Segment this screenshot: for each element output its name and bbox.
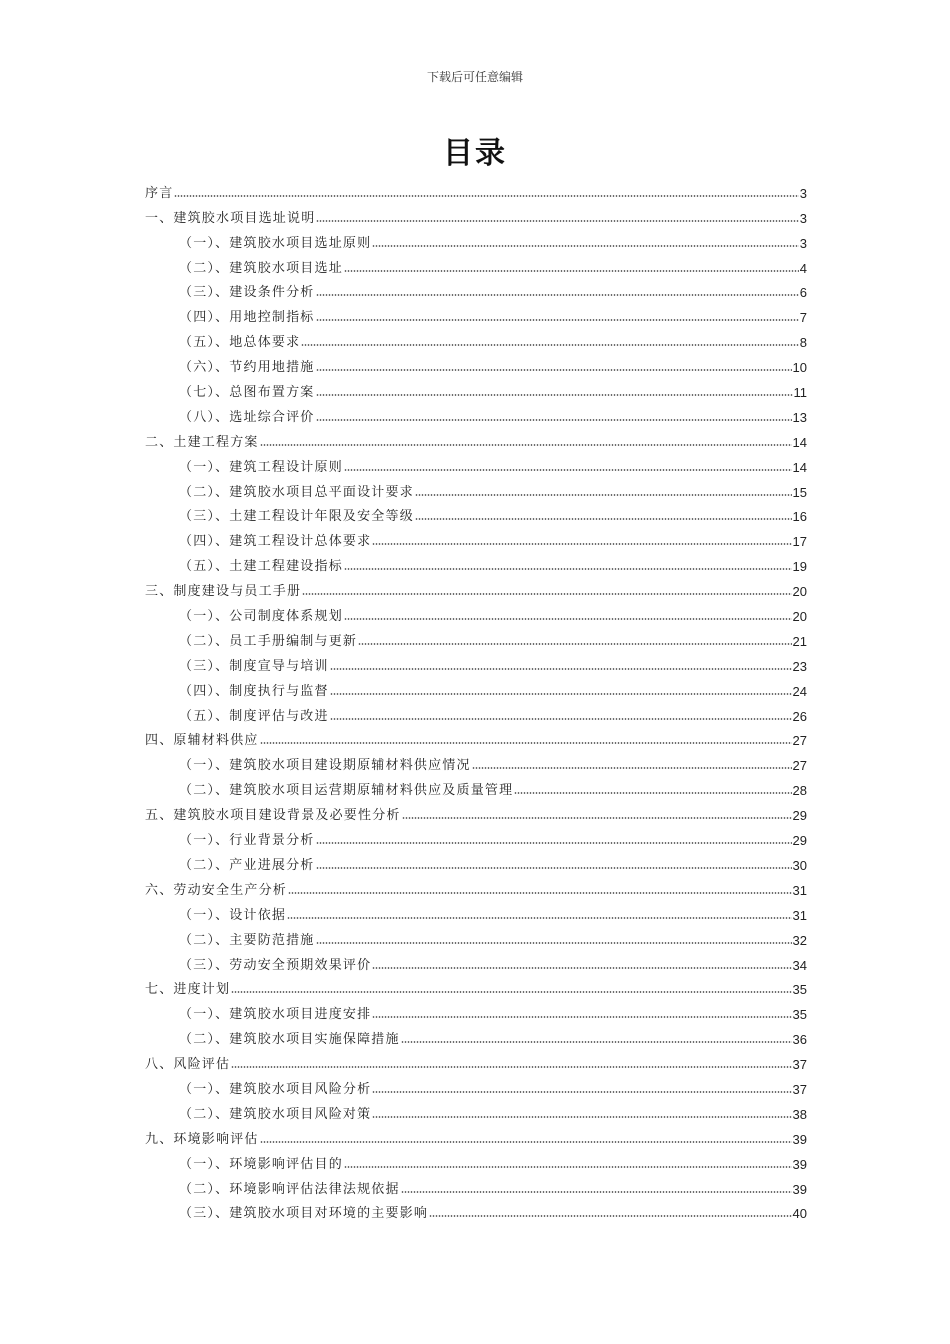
toc-dot-leader	[372, 1091, 791, 1093]
toc-entry-section[interactable]	[145, 325, 807, 350]
toc-dot-leader	[288, 892, 792, 894]
toc-entry-page-number: 4	[799, 260, 807, 276]
toc-entry-section[interactable]	[145, 300, 807, 325]
toc-dot-leader	[472, 767, 792, 769]
toc-entry-label: 一、建筑胶水项目选址说明	[145, 210, 316, 226]
toc-entry-chapter[interactable]	[145, 798, 807, 823]
toc-entry-chapter[interactable]	[145, 1047, 807, 1072]
toc-entry-section[interactable]	[145, 948, 807, 973]
toc-entry-page-number: 27	[792, 758, 807, 774]
toc-entry-page-number: 31	[792, 907, 807, 923]
toc-entry-section[interactable]	[145, 773, 807, 798]
toc-dot-leader	[429, 1215, 791, 1217]
toc-entry-page-number: 3	[799, 210, 807, 226]
toc-dot-leader	[401, 1041, 792, 1043]
toc-entry-label: 三、制度建设与员工手册	[145, 584, 302, 600]
toc-dot-leader	[372, 1016, 791, 1018]
toc-entry-section[interactable]	[145, 549, 807, 574]
toc-dot-leader	[260, 742, 792, 744]
toc-entry-label: （二）、建筑胶水项目风险对策	[179, 1106, 372, 1122]
page-title: 目录	[443, 136, 507, 171]
toc-entry-page-number: 21	[792, 633, 807, 649]
toc-entry-section[interactable]	[145, 226, 807, 251]
toc-dot-leader	[316, 220, 798, 222]
toc-entry-page-number: 16	[792, 509, 807, 525]
toc-entry-page-number: 11	[793, 385, 807, 401]
toc-entry-page-number: 14	[792, 459, 807, 475]
toc-entry-label: 六、劳动安全生产分析	[145, 882, 288, 898]
toc-dot-leader	[231, 991, 791, 993]
toc-entry-page-number: 20	[792, 584, 807, 600]
toc-entry-page-number: 6	[799, 285, 807, 301]
toc-entry-label: （二）、环境影响评估法律法规依据	[179, 1181, 400, 1197]
toc-entry-label: （一）、公司制度体系规划	[179, 609, 343, 625]
toc-entry-label: （二）、建筑胶水项目实施保障措施	[179, 1032, 400, 1048]
toc-entry-section[interactable]	[145, 923, 807, 948]
toc-dot-leader	[316, 294, 799, 296]
toc-entry-page-number: 39	[792, 1156, 807, 1172]
toc-dot-leader	[260, 1141, 792, 1143]
toc-dot-leader	[316, 867, 792, 869]
toc-entry-label: （二）、建筑胶水项目运营期原辅材料供应及质量管理	[179, 783, 514, 799]
toc-dot-leader	[330, 693, 792, 695]
toc-dot-leader	[301, 344, 798, 346]
toc-entry-label: （三）、土建工程设计年限及安全等级	[179, 509, 414, 525]
table-of-contents	[145, 176, 807, 1221]
toc-entry-label: （五）、土建工程建设指标	[179, 559, 343, 575]
toc-dot-leader	[287, 917, 791, 919]
toc-entry-label: （二）、建筑胶水项目选址	[179, 260, 343, 276]
toc-dot-leader	[316, 394, 793, 396]
toc-entry-label: 八、风险评估	[145, 1057, 231, 1073]
toc-entry-label: （一）、环境影响评估目的	[179, 1156, 343, 1172]
toc-entry-section[interactable]	[145, 400, 807, 425]
toc-entry-page-number: 39	[792, 1181, 807, 1197]
toc-entry-section[interactable]	[145, 1197, 807, 1222]
toc-entry-label: （一）、建筑胶水项目风险分析	[179, 1081, 372, 1097]
toc-entry-section[interactable]	[145, 276, 807, 301]
toc-entry-label: （三）、建筑胶水项目对环境的主要影响	[179, 1206, 429, 1222]
toc-entry-page-number: 8	[799, 335, 807, 351]
toc-entry-page-number: 31	[792, 882, 807, 898]
toc-entry-section[interactable]	[145, 649, 807, 674]
toc-dot-leader	[415, 518, 792, 520]
toc-entry-page-number: 3	[799, 185, 807, 201]
toc-entry-section[interactable]	[145, 1147, 807, 1172]
toc-dot-leader	[372, 967, 791, 969]
toc-entry-section[interactable]	[145, 1172, 807, 1197]
toc-entry-page-number: 36	[792, 1032, 807, 1048]
toc-entry-page-number: 28	[792, 783, 807, 799]
toc-entry-page-number: 7	[799, 310, 807, 326]
toc-dot-leader	[344, 469, 792, 471]
toc-entry-section[interactable]	[145, 1097, 807, 1122]
toc-entry-page-number: 19	[792, 559, 807, 575]
toc-dot-leader	[372, 245, 798, 247]
toc-entry-label: （一）、建筑工程设计原则	[179, 459, 343, 475]
toc-entry-label: （四）、制度执行与监督	[179, 683, 329, 699]
toc-entry-label: （三）、建设条件分析	[179, 285, 315, 301]
toc-dot-leader	[514, 792, 791, 794]
toc-entry-page-number: 13	[792, 409, 807, 425]
toc-entry-label: （四）、用地控制指标	[179, 310, 315, 326]
toc-dot-leader	[302, 593, 791, 595]
toc-dot-leader	[316, 369, 792, 371]
toc-entry-label: 序言	[145, 185, 174, 201]
toc-entry-section[interactable]	[145, 450, 807, 475]
toc-entry-label: 五、建筑胶水项目建设背景及必要性分析	[145, 808, 401, 824]
toc-entry-page-number: 35	[792, 982, 807, 998]
toc-entry-label: （七）、总图布置方案	[179, 385, 315, 401]
toc-dot-leader	[174, 195, 798, 197]
toc-entry-page-number: 14	[792, 434, 807, 450]
toc-entry-label: （二）、员工手册编制与更新	[179, 633, 358, 649]
toc-entry-page-number: 15	[792, 484, 807, 500]
toc-entry-label: （三）、劳动安全预期效果评价	[179, 957, 372, 973]
header-note: 下载后可任意编辑	[426, 70, 523, 84]
toc-entry-label: （一）、建筑胶水项目选址原则	[179, 235, 372, 251]
toc-dot-leader	[316, 319, 799, 321]
toc-dot-leader	[401, 1191, 792, 1193]
toc-entry-page-number: 35	[792, 1007, 807, 1023]
toc-entry-page-number: 40	[792, 1206, 807, 1222]
toc-entry-section[interactable]	[145, 748, 807, 773]
toc-entry-chapter[interactable]	[145, 201, 807, 226]
toc-entry-label: （四）、建筑工程设计总体要求	[179, 534, 372, 550]
toc-dot-leader	[358, 643, 791, 645]
toc-entry-chapter[interactable]	[145, 873, 807, 898]
toc-entry-page-number: 34	[792, 957, 807, 973]
toc-entry-label: （三）、制度宣导与培训	[179, 658, 329, 674]
toc-dot-leader	[231, 1066, 791, 1068]
toc-dot-leader	[415, 494, 792, 496]
toc-dot-leader	[316, 842, 792, 844]
toc-entry-label: （二）、产业进展分析	[179, 857, 315, 873]
toc-entry-label: 九、环境影响评估	[145, 1131, 259, 1147]
toc-entry-page-number: 3	[799, 235, 807, 251]
toc-entry-page-number: 32	[792, 932, 807, 948]
toc-entry-label: （八）、选址综合评价	[179, 409, 315, 425]
toc-entry-section[interactable]	[145, 997, 807, 1022]
toc-entry-chapter[interactable]	[145, 425, 807, 450]
toc-entry-section[interactable]	[145, 823, 807, 848]
toc-entry-section[interactable]	[145, 251, 807, 276]
toc-entry-section[interactable]	[145, 699, 807, 724]
toc-entry-label: （二）、建筑胶水项目总平面设计要求	[179, 484, 414, 500]
toc-entry-page-number: 39	[792, 1131, 807, 1147]
toc-entry-label: （五）、地总体要求	[179, 335, 301, 351]
toc-entry-page-number: 38	[792, 1106, 807, 1122]
toc-entry-page-number: 24	[792, 683, 807, 699]
toc-entry-label: （五）、制度评估与改进	[179, 708, 329, 724]
toc-entry-page-number: 30	[792, 857, 807, 873]
toc-dot-leader	[316, 419, 792, 421]
toc-entry-section[interactable]	[145, 1022, 807, 1047]
toc-dot-leader	[330, 668, 792, 670]
toc-entry-label: （一）、建筑胶水项目建设期原辅材料供应情况	[179, 758, 471, 774]
toc-entry-label: 七、进度计划	[145, 982, 231, 998]
toc-dot-leader	[344, 618, 792, 620]
toc-dot-leader	[260, 444, 792, 446]
toc-entry-chapter[interactable]	[145, 574, 807, 599]
toc-entry-page-number: 10	[792, 360, 807, 376]
toc-entry-label: （一）、行业背景分析	[179, 833, 315, 849]
toc-entry-section[interactable]	[145, 674, 807, 699]
toc-entry-page-number: 26	[792, 708, 807, 724]
toc-entry-section[interactable]	[145, 475, 807, 500]
toc-entry-page-number: 17	[792, 534, 807, 550]
toc-entry-chapter[interactable]	[145, 176, 807, 201]
toc-entry-section[interactable]	[145, 500, 807, 525]
toc-dot-leader	[330, 718, 792, 720]
toc-dot-leader	[344, 1166, 792, 1168]
toc-entry-label: （二）、主要防范措施	[179, 932, 315, 948]
toc-entry-section[interactable]	[145, 624, 807, 649]
toc-entry-section[interactable]	[145, 375, 807, 400]
toc-entry-page-number: 20	[792, 609, 807, 625]
toc-dot-leader	[344, 568, 792, 570]
toc-entry-section[interactable]	[145, 350, 807, 375]
toc-entry-chapter[interactable]	[145, 1122, 807, 1147]
toc-entry-page-number: 29	[792, 833, 807, 849]
toc-entry-chapter[interactable]	[145, 973, 807, 998]
toc-entry-page-number: 27	[792, 733, 807, 749]
toc-entry-label: （一）、建筑胶水项目进度安排	[179, 1007, 372, 1023]
toc-entry-section[interactable]	[145, 898, 807, 923]
toc-entry-page-number: 29	[792, 808, 807, 824]
toc-entry-section[interactable]	[145, 848, 807, 873]
toc-entry-label: （六）、节约用地措施	[179, 360, 315, 376]
toc-dot-leader	[344, 270, 799, 272]
toc-entry-page-number: 23	[792, 658, 807, 674]
toc-entry-label: 四、原辅材料供应	[145, 733, 259, 749]
toc-entry-page-number: 37	[792, 1081, 807, 1097]
toc-entry-section[interactable]	[145, 599, 807, 624]
toc-entry-page-number: 37	[792, 1057, 807, 1073]
toc-dot-leader	[372, 543, 791, 545]
toc-entry-section[interactable]	[145, 524, 807, 549]
toc-entry-label: 二、土建工程方案	[145, 434, 259, 450]
toc-entry-label: （一）、设计依据	[179, 907, 287, 923]
toc-dot-leader	[316, 942, 792, 944]
toc-dot-leader	[372, 1116, 791, 1118]
toc-entry-section[interactable]	[145, 1072, 807, 1097]
toc-dot-leader	[402, 817, 792, 819]
toc-entry-chapter[interactable]	[145, 724, 807, 749]
